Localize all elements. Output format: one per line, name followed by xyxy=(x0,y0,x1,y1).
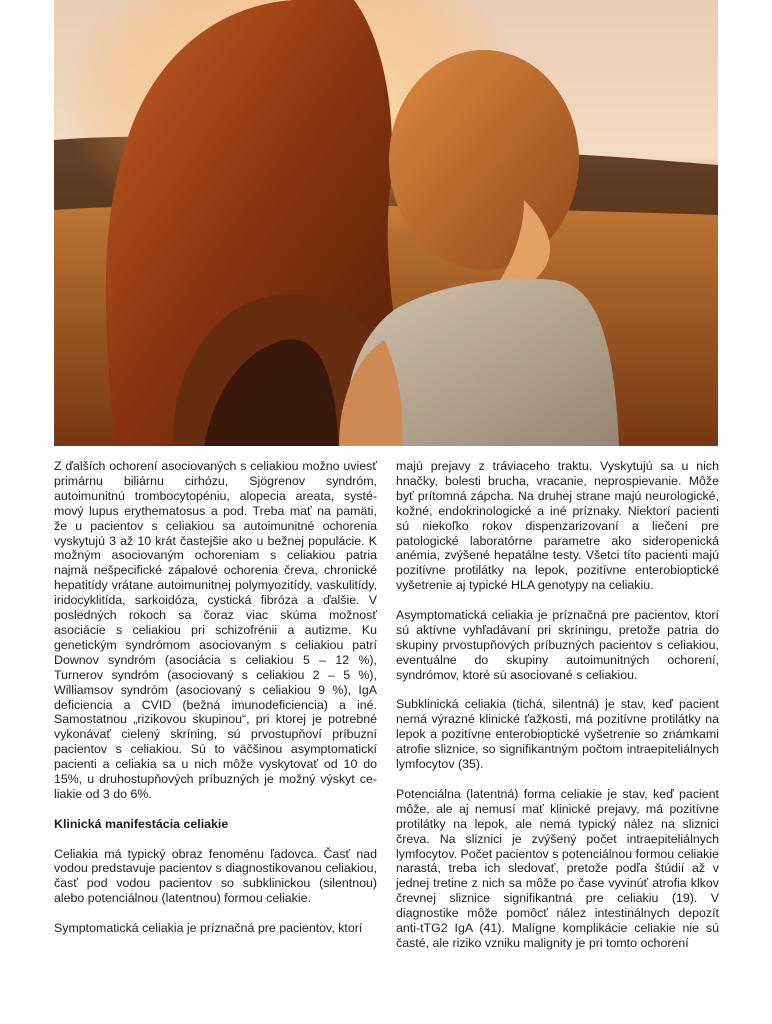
section-heading: Klinická manifestácia celiakie xyxy=(54,816,229,831)
paragraph: Subklinická celiakia (tichá, silentná) je stav, keď pacient nemá výrazné klinické ťažkosti, má pozitívne protilátky na lepok a pozitívne enterobioptické vyšetrenie so známkami atrofie sliznice, so signifikantným počtom intraepiteliálnych lymfocytov (35). xyxy=(396,697,719,772)
right-column xyxy=(396,459,719,951)
paragraph: Celiakia má typický obraz fenoménu ľadovca. Časť nad vodou predstavuje pacientov s diagnostikovanou celiakiou, časť pod vodou pacientov so subklinickou (silentnou) alebo potenciálnou (latentnou) formou celiakie. xyxy=(54,846,377,906)
paragraph: Z ďalších ochorení asociovaných s celiakiou možno uviesť primárnu biliárnu cirhózu, Sjögrenov syndróm, autoimunitnú trombocytopéniu, alopecia areata, systémový lupus erythematosus a pod. Treba mať na pamäti, že u pacientov s celiakiou sa autoimunitné ochorenia vyskytujú 3 až 10 krát častejšie ako u bežnej populácie. K možným asociovaným ochoreniam s celiakiou patria najmä nešpecifické zápalové ochorenia čreva, chronické hepatitídy vrátane autoimunitnej polymyozitídy, vaskulitídy, iridocyklitída, sarkoidóza, cystická fibróza a ďalšie. V posledných rokoch sa čoraz viac skúma možnosť asociácie s celiakiou pri schizofrénii a autizme. Ku genetickým syndrómom asociovaným s celiakiou patrí Downov syndróm (asociácia s celiakiou 5 – 12 %), Turnerov syndróm (asociovaný s celiakiou 2 – 5 %), Williamsov syndróm (asociovaný s celiakiou 9 %), IgA deficiencia a CVID (bežná imunodeficiencia) a iné. Samostatnou „rizikovou skupinou“, pri ktorej je potrebné vykonávať cielený skríning, sú prvostupňoví príbuzní pacientov s celiakiou. Sú to väčšinou asymptomatickí pacienti a celiakia sa u nich môže vyskytovať od 10 do 15%, u druhostupňových príbuzných je možný výskyt celiakie od 3 do 6%. xyxy=(54,459,377,801)
paragraph: Asymptomatická celiakia je príznačná pre pacientov, ktorí sú aktívne vyhľadávaní pri skríningu, pretože patria do skupiny prvostupňových príbuzných pacientov s celiakiou, eventuálne do skupiny autoimunitných ochorení, syndrómov, ktoré sú asociované s celiakiou. xyxy=(396,608,719,682)
paragraph: majú prejavy z tráviaceho traktu. Vyskytujú sa u nich hnačky, bolesti brucha, vracanie, neprospievanie. Môže byť prítomná zápcha. Na druhej strane majú neurologické, kožné, endokrinologické a iné príznaky. Niektorí pacienti sú niekoľko rokov dispenzarizovaní a liečení pre patologické laboratórne parametre ako sideropenická anémia, zvýšené hepatálne testy. Všetci títo pacienti majú pozitívne protilátky na lepok, pozitívne enterobioptické vyšetrenie aj typické HLA genotypy na celiakiu. xyxy=(396,459,719,593)
paragraph: Potenciálna (latentná) forma celiakie je stav, keď pacient môže, ale aj nemusí mať klinické prejavy, má pozitívne protilátky na lepok, ale nemá typický nález na sliznici čreva. Na sliznici je zvýšený počet intraepiteliálnych lymfocytov. Počet pacientov s potenciálnou formou celiakie narastá, treba ich sledovať, pretože podľa štúdií až v jednej tretine z nich sa môže po čase vyvinúť atrofia klkov črevnej sliznice signifikantná pre celiakiu (19). V diagnostike môže pomôcť nález intestinálnych depozít anti-tTG2 IgA (41). Malígne komplikácie celiakie nie sú časté, ale riziko vzniku malignity je pri tomto ochorení xyxy=(396,786,719,950)
left-column xyxy=(54,459,377,936)
hero-photo xyxy=(54,0,718,446)
paragraph: Symptomatická celiakia je príznačná pre pacientov, ktorí xyxy=(54,921,363,936)
photo-mother-and-child-at-sunset-icon xyxy=(54,0,718,446)
